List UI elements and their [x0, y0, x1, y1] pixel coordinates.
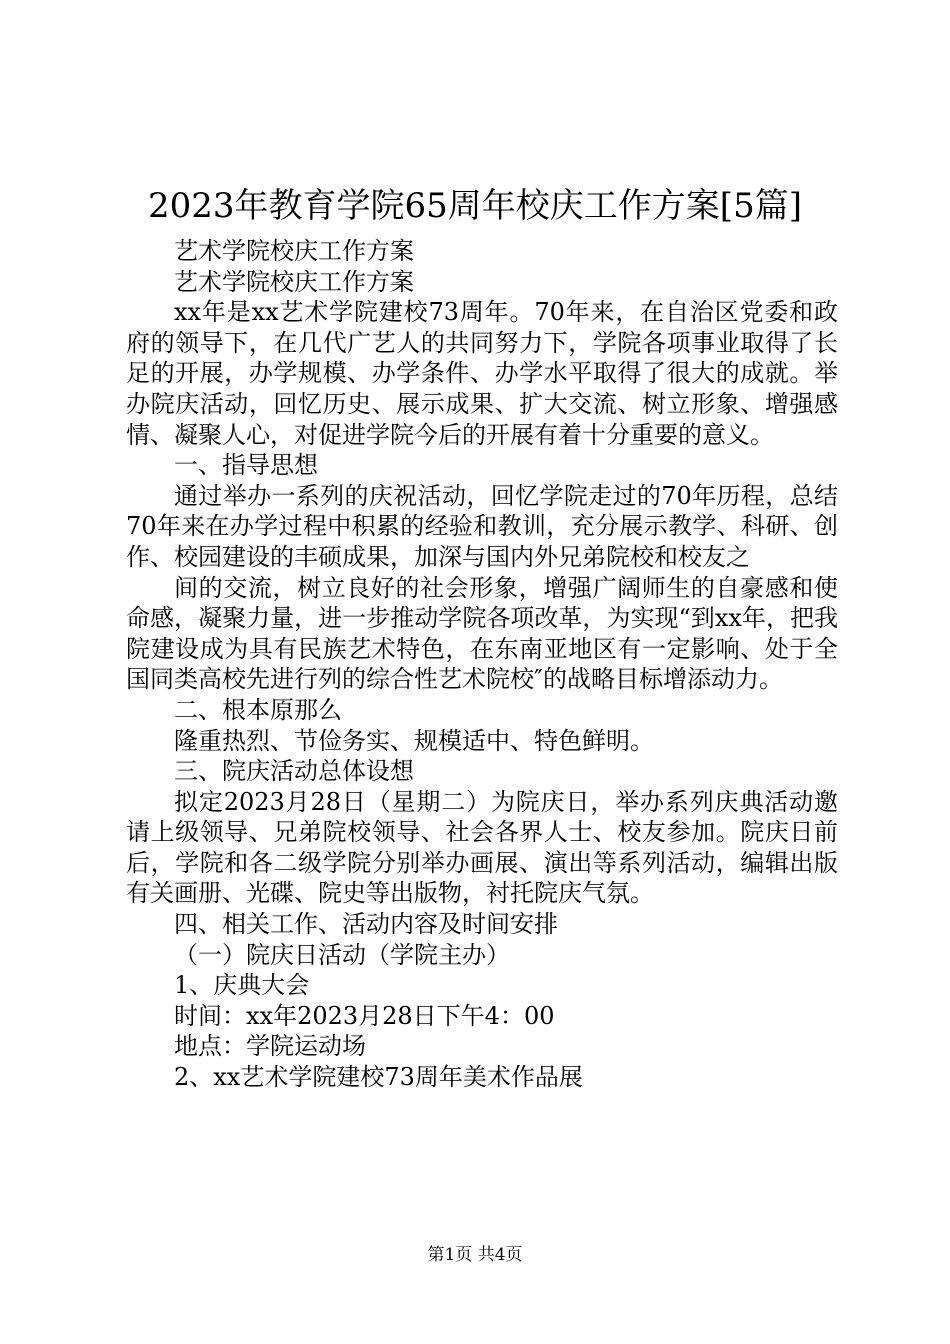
- paragraph-subtitle-2: 艺术学院校庆工作方案: [174, 267, 414, 296]
- page-footer: 第1页 共4页: [427, 1245, 523, 1265]
- paragraph-intro: xx年是xx艺术学院建校73周年。70年来，在自治区党委和政府的领导下，在几代广艺人的共同努力下，学院各项事业取得了长足的开展，办学规模、办学条件、办学水平取得了很大的成就。举办院庆活动，回忆历史、展示成果、扩大交流、树立形象、增强感情、凝聚人心，对促进学院今后的开展有着十分重要的意义。: [126, 298, 838, 449]
- paragraph-guiding-thought-continued: 间的交流，树立良好的社会形象，增强广阔师生的自豪感和使命感，凝聚力量，进一步推动学院各项改革，为实现“到xx年，把我院建设成为具有民族艺术特色，在东南亚地区有一定影响、处于全国同类高校先进行列的综合性艺术院校″的战略目标增添动力。: [126, 573, 838, 694]
- paragraph-overall-plan: 拟定2023月28日（星期二）为院庆日，举办系列庆典活动邀请上级领导、兄弟院校领导、社会各界人士、校友参加。院庆日前后，学院和各二级学院分别举办画展、演出等系列活动，编辑出版有关画册、光碟、院史等出版物，衬托院庆气氛。: [126, 787, 838, 908]
- section-heading-overall-plan: 三、院庆活动总体设想: [174, 757, 414, 786]
- paragraph-subtitle-1: 艺术学院校庆工作方案: [174, 237, 414, 265]
- document-title: 2023年教育学院65周年校庆工作方案[5篇]: [148, 186, 802, 226]
- section-heading-guiding-thought: 一、指导思想: [174, 451, 318, 480]
- list-item-ceremony: 1、庆典大会: [174, 971, 310, 1000]
- ceremony-location: 地点：学院运动场: [174, 1032, 366, 1061]
- paragraph-guiding-thought: 通过举办一系列的庆祝活动，回忆学院走过的70年历程，总结70年来在办学过程中积累的经验和教训，充分展示教学、科研、创作、校园建设的丰硕成果，加深与国内外兄弟院校和校友之: [126, 481, 838, 571]
- paragraph-principles: 隆重热烈、节俭务实、规模适中、特色鲜明。: [174, 726, 654, 755]
- subsection-heading-anniversary-day: （一）院庆日活动（学院主办）: [174, 940, 510, 969]
- document-body: [126, 236, 838, 1093]
- list-item-art-exhibition: 2、xx艺术学院建校73周年美术作品展: [174, 1063, 583, 1092]
- section-heading-principles: 二、根本原那么: [174, 695, 342, 724]
- ceremony-time: 时间：xx年2023月28日下午4：00: [174, 1001, 555, 1030]
- section-heading-schedule: 四、相关工作、活动内容及时间安排: [174, 910, 558, 939]
